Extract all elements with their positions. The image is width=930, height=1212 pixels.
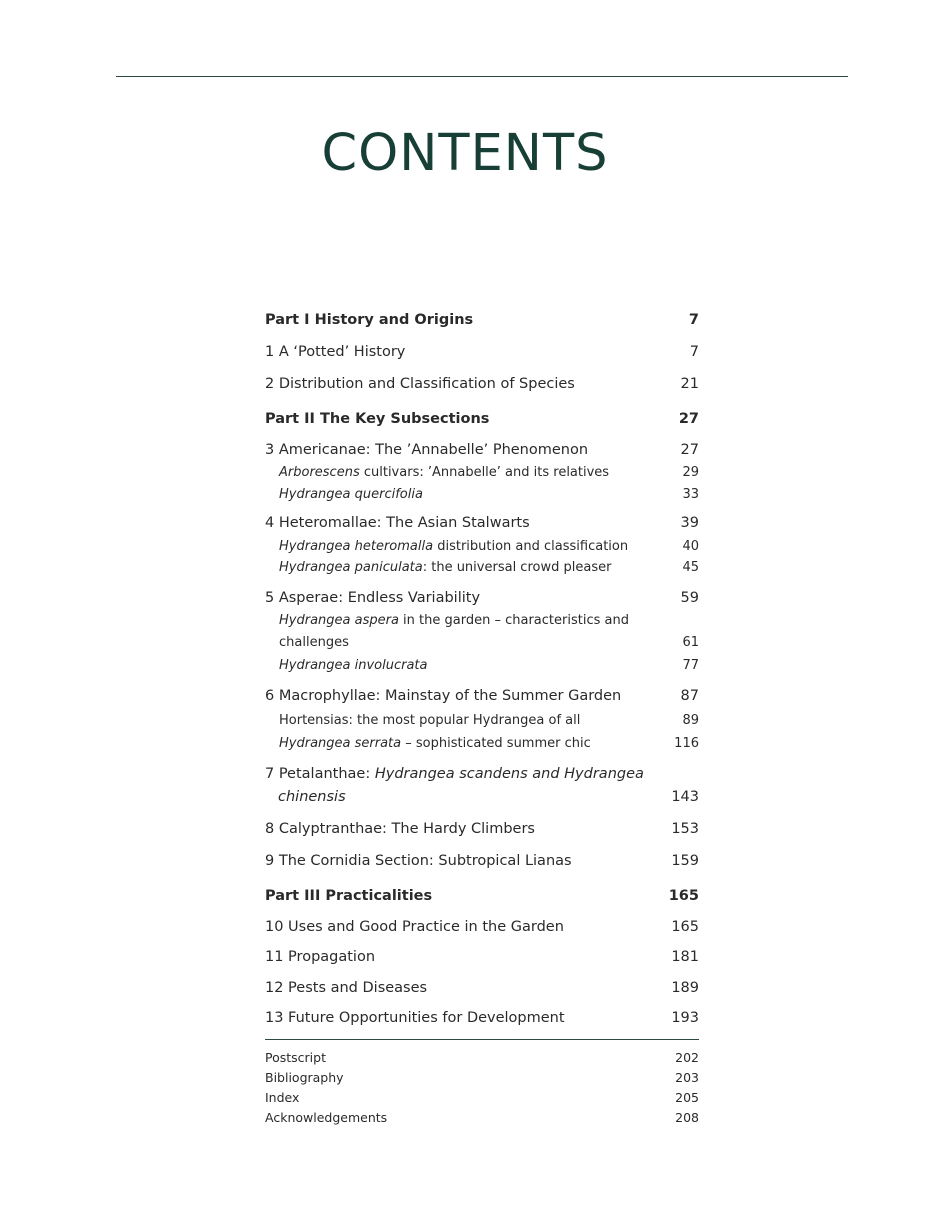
toc-page: 181	[671, 949, 699, 965]
toc-part-2[interactable]	[265, 411, 699, 427]
toc-page: 189	[671, 980, 699, 996]
toc-part-1[interactable]	[265, 312, 699, 328]
toc-label: 2 Distribution and Classification of Species	[265, 376, 575, 392]
toc-label: Bibliography	[265, 1070, 344, 1085]
toc-chapter-3[interactable]	[265, 442, 699, 458]
toc-page: 87	[680, 688, 699, 704]
toc-section-4-2[interactable]	[265, 560, 699, 575]
toc-page: 29	[682, 465, 699, 480]
toc-chapter-5[interactable]	[265, 590, 699, 606]
toc-italic-label: Hydrangea quercifolia	[279, 487, 423, 502]
toc-chapter-6[interactable]	[265, 688, 699, 704]
toc-chapter-8[interactable]	[265, 821, 699, 837]
toc-page: 143	[671, 789, 699, 805]
toc-label: 11 Propagation	[265, 949, 376, 965]
toc-label: Postscript	[265, 1050, 326, 1065]
toc-label: Part II The Key Subsections	[265, 411, 490, 427]
toc-italic-label: Hydrangea serrata	[279, 736, 402, 751]
toc-italic-label: Arborescens	[279, 465, 360, 480]
toc-backmatter-postscript[interactable]	[265, 1050, 699, 1065]
toc-page: 33	[682, 487, 699, 502]
toc-label: cultivars: ’Annabelle’ and its relatives	[359, 465, 610, 480]
toc-page: 202	[675, 1050, 699, 1065]
toc-label: 7 Petalanthae:	[265, 766, 375, 782]
toc-label: 12 Pests and Diseases	[265, 980, 428, 996]
toc-italic-label: Hydrangea paniculata	[279, 560, 423, 575]
toc-label: Index	[265, 1090, 300, 1105]
toc-chapter-1[interactable]	[265, 344, 699, 360]
toc-section-6-1[interactable]	[265, 713, 699, 728]
toc-chapter-7[interactable]	[265, 766, 699, 812]
toc-label: 6 Macrophyllae: Mainstay of the Summer Garden	[265, 688, 622, 704]
toc-italic-label: Hydrangea heteromalla	[279, 539, 434, 554]
toc-label: – sophisticated summer chic	[401, 736, 591, 751]
toc-page: 77	[682, 658, 699, 673]
toc-section-6-2[interactable]	[265, 736, 699, 751]
toc-section-5-1[interactable]	[265, 613, 699, 657]
toc-label: in the garden – characteristics and	[398, 613, 629, 628]
toc-chapter-10[interactable]	[265, 919, 699, 935]
toc-chapter-12[interactable]	[265, 980, 699, 996]
section-divider	[265, 1039, 699, 1040]
toc-page: 45	[682, 560, 699, 575]
toc-backmatter-acknowledgements[interactable]	[265, 1110, 699, 1125]
toc-page: 89	[682, 713, 699, 728]
toc-page: 193	[671, 1010, 699, 1026]
toc-label: Hortensias: the most popular Hydrangea of all	[279, 713, 581, 728]
toc-page: 153	[671, 821, 699, 837]
toc-chapter-13[interactable]	[265, 1010, 699, 1026]
toc-page: 7	[689, 344, 699, 360]
page-title: CONTENTS	[321, 124, 609, 183]
toc-part-3[interactable]	[265, 888, 699, 904]
toc-page: 159	[671, 853, 699, 869]
toc-section-5-2[interactable]	[265, 658, 699, 673]
toc-label: 13 Future Opportunities for Development	[265, 1010, 565, 1026]
toc-page: 165	[668, 888, 699, 904]
toc-label: 1 A ‘Potted’ History	[265, 344, 406, 360]
toc-page: 116	[674, 736, 699, 751]
toc-chapter-11[interactable]	[265, 949, 699, 965]
toc-label-continued: challenges	[279, 635, 349, 650]
toc-page: 40	[682, 539, 699, 554]
toc-label: : the universal crowd pleaser	[422, 560, 612, 575]
toc-label: 8 Calyptranthae: The Hardy Climbers	[265, 821, 535, 837]
toc-italic-label: Hydrangea scandens and Hydrangea	[374, 766, 644, 782]
toc-chapter-4[interactable]	[265, 515, 699, 531]
toc-label: Part I History and Origins	[265, 312, 474, 328]
toc-italic-label: Hydrangea aspera	[279, 613, 399, 628]
toc-page: 208	[675, 1110, 699, 1125]
toc-page: 59	[680, 590, 699, 606]
top-rule	[116, 76, 848, 77]
toc-chapter-9[interactable]	[265, 853, 699, 869]
toc-page: 205	[675, 1090, 699, 1105]
toc-backmatter-bibliography[interactable]	[265, 1070, 699, 1085]
toc-label: Acknowledgements	[265, 1110, 388, 1125]
toc-label: 10 Uses and Good Practice in the Garden	[265, 919, 564, 935]
toc-page: 7	[688, 312, 699, 328]
toc-backmatter-index[interactable]	[265, 1090, 699, 1105]
toc-page: 61	[682, 635, 699, 650]
toc-label: 4 Heteromallae: The Asian Stalwarts	[265, 515, 530, 531]
toc-section-3-2[interactable]	[265, 487, 699, 502]
toc-page: 27	[678, 411, 699, 427]
toc-label: 3 Americanae: The ’Annabelle’ Phenomenon	[265, 442, 589, 458]
toc-section-3-1[interactable]	[265, 465, 699, 480]
toc-italic-label: Hydrangea involucrata	[279, 658, 428, 673]
toc-page: 21	[680, 376, 699, 392]
toc-label: 9 The Cornidia Section: Subtropical Lianas	[265, 853, 572, 869]
toc-label: 5 Asperae: Endless Variability	[265, 590, 481, 606]
toc-label-continued: chinensis	[278, 789, 346, 805]
toc-page: 165	[671, 919, 699, 935]
toc-label: distribution and classification	[433, 539, 629, 554]
toc-label: Part III Practicalities	[265, 888, 433, 904]
toc-page: 27	[680, 442, 699, 458]
toc-page: 39	[680, 515, 699, 531]
toc-chapter-2[interactable]	[265, 376, 699, 392]
toc-section-4-1[interactable]	[265, 539, 699, 554]
toc-page: 203	[675, 1070, 699, 1085]
